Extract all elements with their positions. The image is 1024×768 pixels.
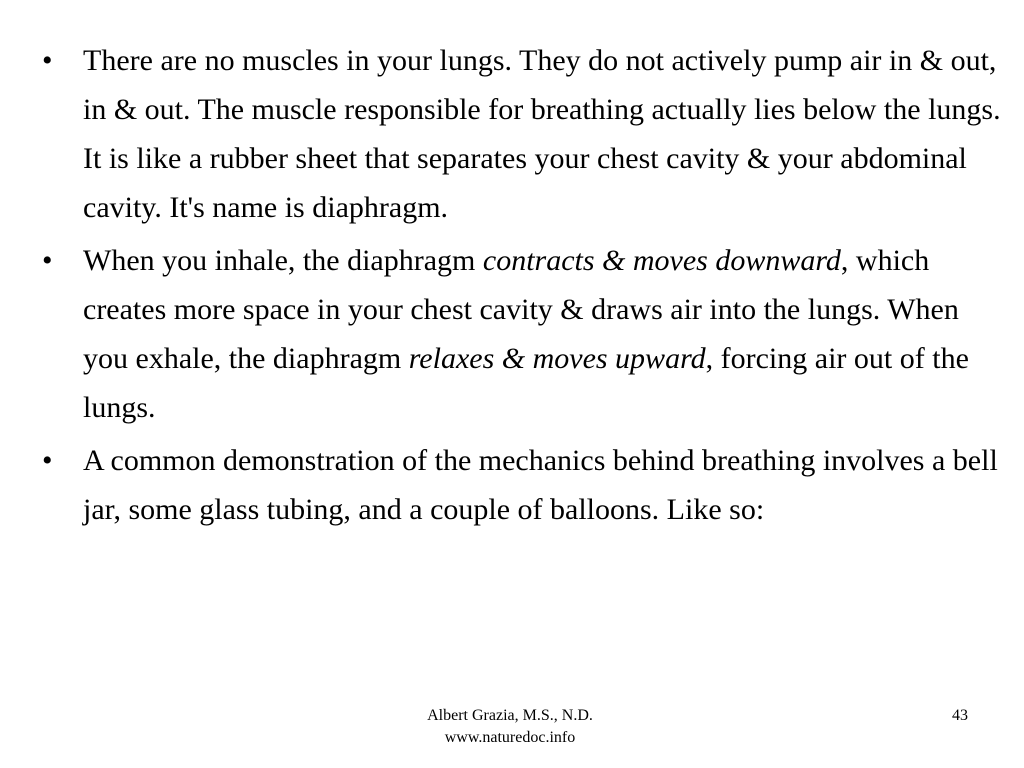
bullet-text: , forcing air out of the lungs. xyxy=(83,342,969,424)
bullet-text: A common demonstration of the mechanics behind breathing involves a bell jar, some glass tubing, and a couple of balloons. Like so: xyxy=(83,444,998,526)
bullet-item xyxy=(42,36,1002,232)
bullet-glyph: • xyxy=(42,444,53,477)
bullet-text-emphasis: relaxes & moves upward xyxy=(408,342,706,375)
bullet-text: When you inhale, the diaphragm xyxy=(83,244,483,277)
bullet-text: There are no muscles in your lungs. They do not actively pump air in & out, in & out. The muscle responsible for breathing actually lies below the lungs. It is like a rubber sheet that separates your chest cavity & your abdominal cavity. It's name is diaphragm. xyxy=(83,44,1001,224)
bullet-item xyxy=(42,436,1002,534)
footer-author: Albert Grazia, M.S., N.D. xyxy=(427,707,593,724)
page-number: 43 xyxy=(952,707,968,724)
bullet-glyph: • xyxy=(42,244,53,277)
bullet-glyph: • xyxy=(42,44,53,77)
footer-url: www.naturedoc.info xyxy=(444,729,576,746)
bullet-item xyxy=(42,236,1002,432)
bullet-text-emphasis: contracts & moves downward xyxy=(482,244,841,277)
bullet-text: , which creates more space in your chest cavity & draws air into the lungs. When you exhale, the diaphragm xyxy=(83,244,959,375)
bullet-list xyxy=(42,36,1002,538)
